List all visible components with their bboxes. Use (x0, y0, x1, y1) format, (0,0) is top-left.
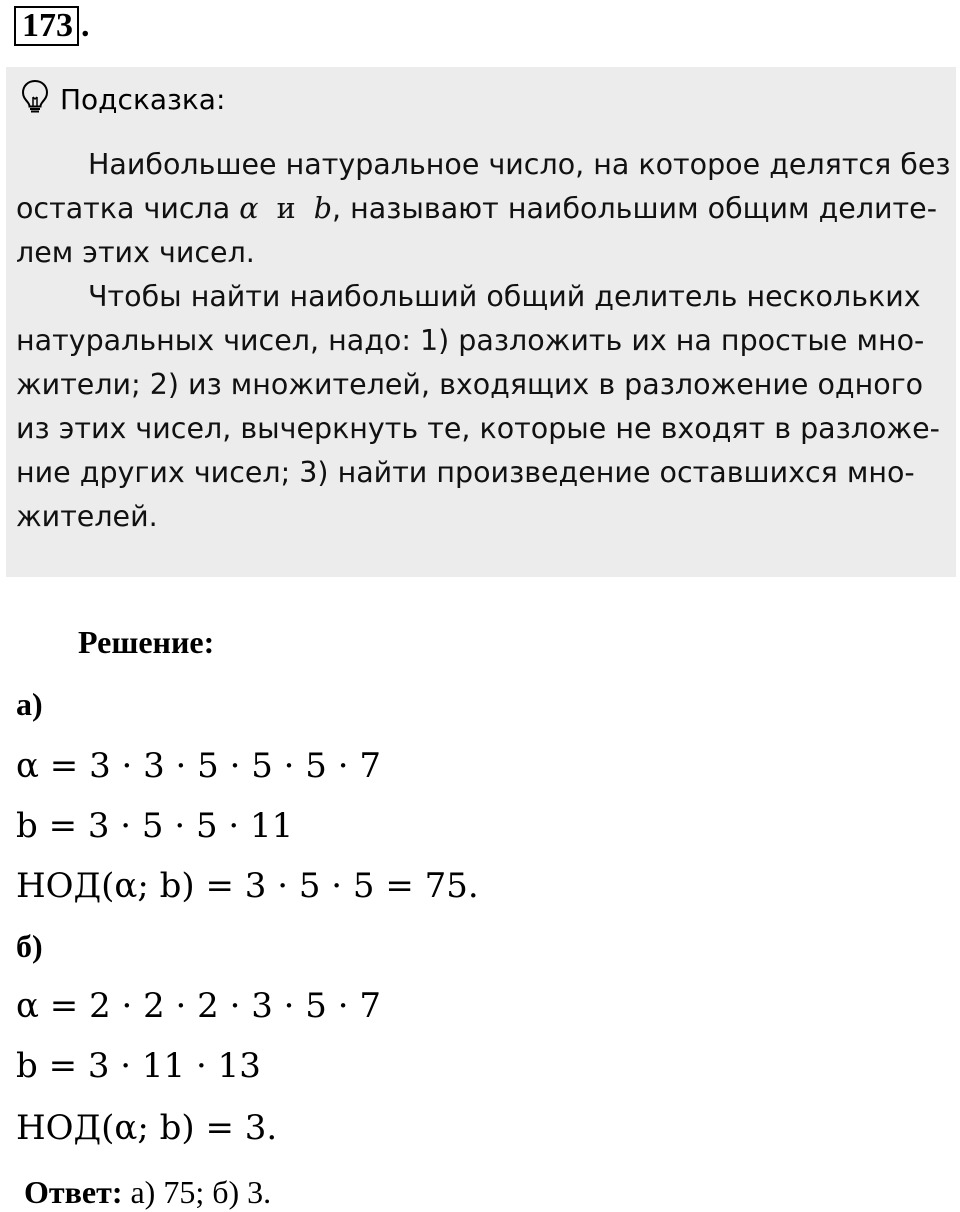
hint-var-a: α (239, 192, 259, 225)
hint-line-6: жители; 2) из множителей, входящих в разложение одного (16, 368, 924, 401)
part-a-line-2: b = 3 · 5 · 5 · 11 (16, 806, 294, 846)
hint-line-1: Наибольшее натуральное число, на которое делятся без (88, 148, 951, 181)
hint-line-9: жителей. (16, 500, 158, 533)
answer-label: Ответ: (24, 1174, 123, 1210)
solution-title: Решение: (78, 624, 215, 660)
hint-header (20, 79, 225, 120)
lightbulb-icon-svg (20, 79, 50, 115)
hint-line-8: ние других чисел; 3) найти произведение оставшихся мно- (16, 456, 915, 489)
hint-conj-i: и (276, 192, 296, 225)
problem-number (14, 6, 90, 46)
part-a-label: а) (16, 686, 43, 722)
hint-box (6, 67, 956, 577)
hint-title: Подсказка: (60, 82, 226, 116)
answer (24, 1174, 271, 1211)
hint-line-2 (16, 187, 946, 231)
hint-line-5: натуральных чисел, надо: 1) разложить их на простые мно- (16, 324, 925, 357)
hint-line-2-start: остатка числа (16, 192, 231, 225)
hint-line-3: лем этих чисел. (16, 236, 255, 269)
lightbulb-icon (20, 79, 50, 120)
part-a-line-1: α = 3 · 3 · 5 · 5 · 5 · 7 (16, 746, 381, 786)
part-b-line-1: α = 2 · 2 · 2 · 3 · 5 · 7 (16, 986, 381, 1026)
problem-number-box: 173 (14, 6, 79, 46)
hint-line-7: из этих чисел, вычеркнуть те, которые не входят в разложе- (16, 412, 940, 445)
hint-line-4: Чтобы найти наибольший общий делитель нескольких (88, 280, 921, 313)
hint-var-b: b (313, 192, 333, 225)
part-b-line-2: b = 3 · 11 · 13 (16, 1046, 261, 1086)
problem-number-dot: . (81, 7, 90, 44)
hint-text (16, 143, 951, 539)
answer-text: а) 75; б) 3. (122, 1174, 272, 1210)
part-a-line-3: НОД(α; b) = 3 · 5 · 5 = 75. (16, 866, 479, 906)
part-b-label: б) (16, 928, 43, 964)
hint-line-2-end: , называют наибольшим общим делите- (332, 192, 937, 225)
part-b-line-3: НОД(α; b) = 3. (16, 1108, 278, 1148)
